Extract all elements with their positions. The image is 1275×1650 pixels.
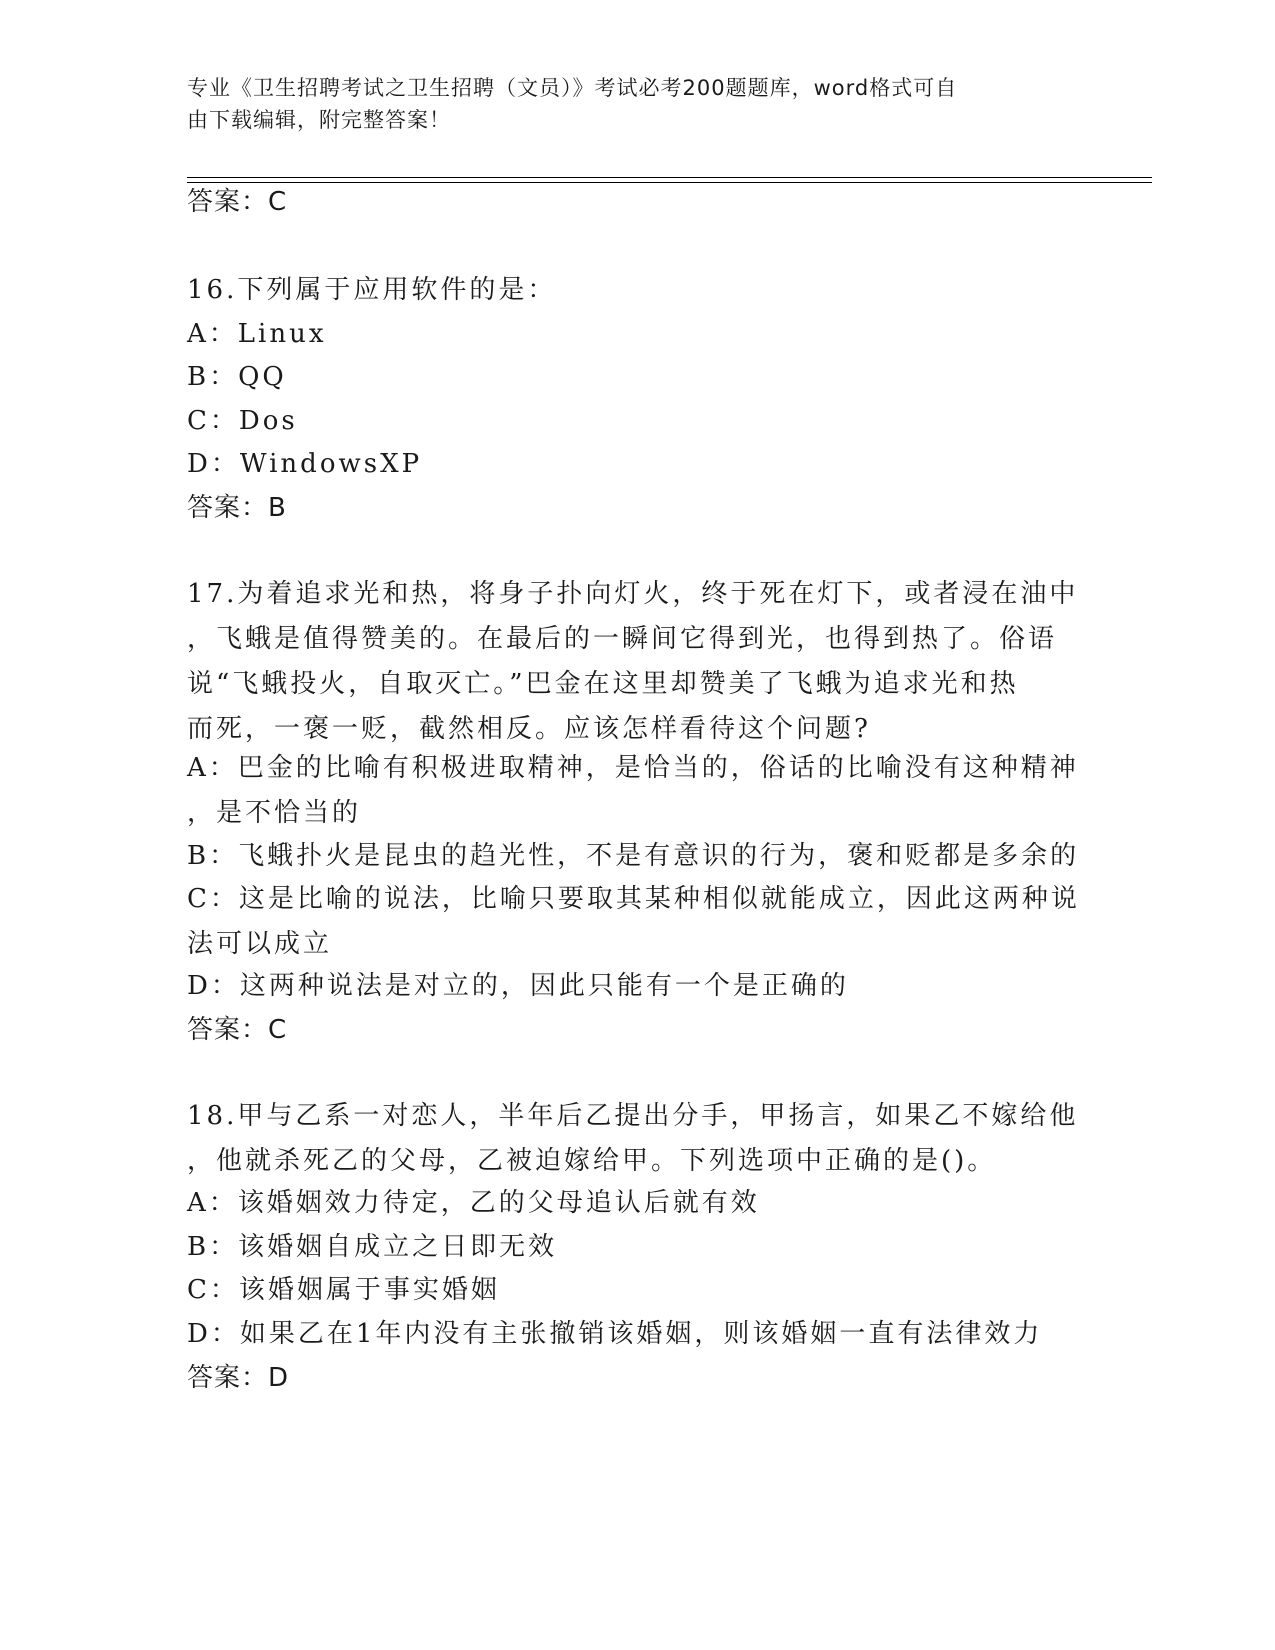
document-header — [187, 72, 1067, 136]
header-divider-thick — [187, 182, 1152, 183]
option-line: A：该婚姻效力待定，乙的父母追认后就有效 — [187, 1188, 760, 1218]
question-16-option-d — [187, 442, 1087, 487]
option-line: 法可以成立 — [187, 929, 333, 959]
question-17-stem — [187, 572, 1087, 752]
option-line: C：Dos — [187, 406, 298, 436]
answer-line-prev: 答案：C — [187, 187, 288, 217]
option-line: C：该婚姻属于事实婚姻 — [187, 1275, 500, 1305]
header-line-1: 专业《卫生招聘考试之卫生招聘（文员）》考试必考200题题库，word格式可自 — [187, 76, 958, 100]
option-line: D：这两种说法是对立的，因此只能有一个是正确的 — [187, 971, 849, 1001]
question-16-option-c — [187, 399, 1087, 444]
question-17-option-d — [187, 964, 1087, 1009]
option-line: D：如果乙在1年内没有主张撤销该婚姻，则该婚姻一直有法律效力 — [187, 1319, 1043, 1349]
option-line: A：巴金的比喻有积极进取精神，是恰当的，俗话的比喻没有这种精神 — [187, 753, 1079, 783]
question-18-answer: 答案：D — [187, 1363, 290, 1393]
option-line: A：Linux — [187, 319, 327, 349]
question-stem-line: 17.为着追求光和热，将身子扑向灯火，终于死在灯下，或者浸在油中 — [187, 579, 1079, 609]
question-16-option-a — [187, 312, 1087, 357]
question-stem-line: 16.下列属于应用软件的是： — [187, 275, 557, 305]
question-17-option-a — [187, 746, 1087, 836]
question-stem-line: 18.甲与乙系一对恋人，半年后乙提出分手，甲扬言，如果乙不嫁给他 — [187, 1101, 1079, 1131]
option-line: C：这是比喻的说法，比喻只要取其某种相似就能成立，因此这两种说 — [187, 884, 1080, 914]
question-stem-line: 而死，一褒一贬，截然相反。应该怎样看待这个问题? — [187, 714, 871, 744]
option-line: B：飞蛾扑火是昆虫的趋光性，不是有意识的行为，褒和贬都是多余的 — [187, 841, 1080, 871]
question-stem-line: ，他就杀死乙的父母，乙被迫嫁给甲。下列选项中正确的是()。 — [187, 1146, 997, 1176]
question-17-option-c — [187, 877, 1087, 967]
question-16-option-b — [187, 355, 1087, 400]
header-divider-thin — [187, 177, 1152, 178]
question-18-option-c — [187, 1268, 1087, 1313]
question-stem-line: ，飞蛾是值得赞美的。在最后的一瞬间它得到光，也得到热了。俗语 — [187, 624, 1058, 654]
question-stem-line: 说“飞蛾投火，自取灭亡。”巴金在这里却赞美了飞蛾为追求光和热 — [187, 669, 1019, 699]
question-18-option-b — [187, 1225, 1087, 1270]
option-line: D：WindowsXP — [187, 449, 423, 479]
header-line-2: 由下载编辑，附完整答案！ — [187, 108, 451, 132]
question-18-stem — [187, 1094, 1087, 1184]
question-18-option-a — [187, 1181, 1087, 1226]
question-17-option-b — [187, 834, 1087, 879]
question-16-answer: 答案：B — [187, 493, 287, 523]
option-line: ，是不恰当的 — [187, 798, 362, 828]
option-line: B：QQ — [187, 362, 287, 392]
question-16-stem — [187, 268, 1087, 313]
question-18-option-d — [187, 1312, 1087, 1357]
option-line: B：该婚姻自成立之日即无效 — [187, 1232, 558, 1262]
question-17-answer: 答案：C — [187, 1015, 288, 1045]
